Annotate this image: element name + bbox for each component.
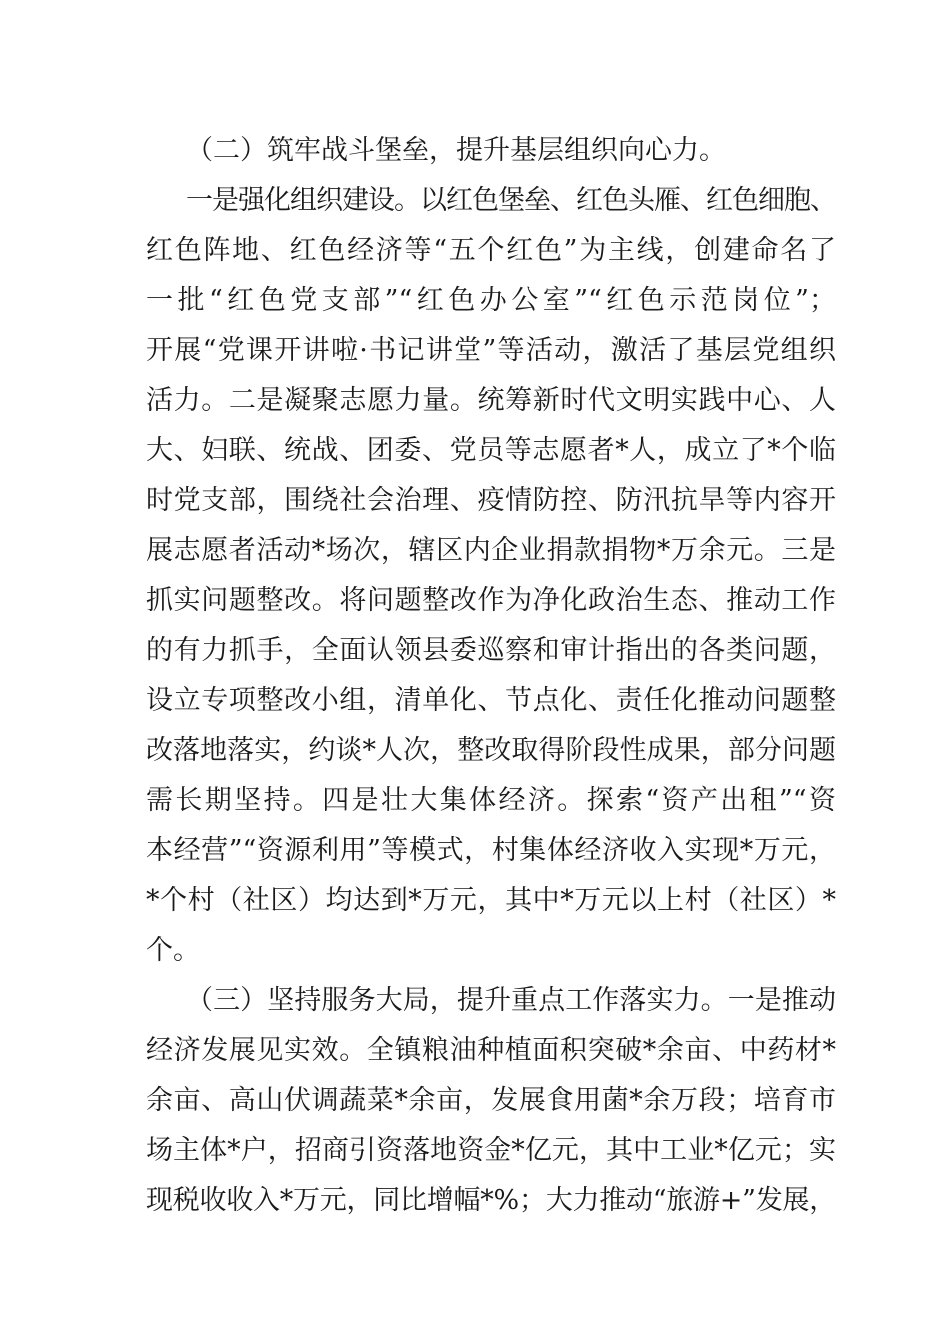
paragraph-line: 个。 bbox=[146, 935, 200, 966]
section-heading-2: （二）筑牢战斗堡垒，提升基层组织向心力。 bbox=[186, 135, 726, 166]
paragraph-line: 开展“党课开讲啦·书记讲堂”等活动，激活了基层党组织 bbox=[146, 335, 836, 366]
paragraph-line: 红色阵地、红色经济等“五个红色”为主线，创建命名了 bbox=[146, 235, 836, 266]
paragraph-line: 场主体*户，招商引资落地资金*亿元，其中工业*亿元；实 bbox=[146, 1135, 836, 1166]
paragraph-line: 的有力抓手，全面认领县委巡察和审计指出的各类问题， bbox=[146, 635, 836, 666]
paragraph-line: 大、妇联、统战、团委、党员等志愿者*人，成立了*个临 bbox=[146, 435, 836, 466]
paragraph-line: 一是强化组织建设。以红色堡垒、红色头雁、红色细胞、 bbox=[186, 185, 836, 216]
paragraph-line: 活力。二是凝聚志愿力量。统筹新时代文明实践中心、人 bbox=[146, 385, 836, 416]
paragraph-line: 时党支部，围绕社会治理、疫情防控、防汛抗旱等内容开 bbox=[146, 485, 836, 516]
paragraph-line: 改落地落实，约谈*人次，整改取得阶段性成果，部分问题 bbox=[146, 735, 836, 766]
paragraph-line: 现税收收入*万元，同比增幅*%；大力推动“旅游+”发展， bbox=[146, 1185, 836, 1216]
section-heading-3: （三）坚持服务大局，提升重点工作落实力。一是推动 bbox=[186, 985, 836, 1016]
paragraph-line: 抓实问题整改。将问题整改作为净化政治生态、推动工作 bbox=[146, 585, 836, 616]
paragraph-line: 设立专项整改小组，清单化、节点化、责任化推动问题整 bbox=[146, 685, 836, 716]
paragraph-line: 余亩、高山伏调蔬菜*余亩，发展食用菌*余万段；培育市 bbox=[146, 1085, 836, 1116]
paragraph-line: 经济发展见实效。全镇粮油种植面积突破*余亩、中药材* bbox=[146, 1035, 836, 1066]
paragraph-line: 一批“红色党支部”“红色办公室”“红色示范岗位”； bbox=[146, 285, 836, 316]
paragraph-line: 需长期坚持。四是壮大集体经济。探索“资产出租”“资 bbox=[146, 785, 836, 816]
paragraph-line: *个村（社区）均达到*万元，其中*万元以上村（社区）* bbox=[146, 885, 836, 916]
paragraph-line: 展志愿者活动*场次，辖区内企业捐款捐物*万余元。三是 bbox=[146, 535, 836, 566]
paragraph-line: 本经营”“资源利用”等模式，村集体经济收入实现*万元， bbox=[146, 835, 836, 866]
